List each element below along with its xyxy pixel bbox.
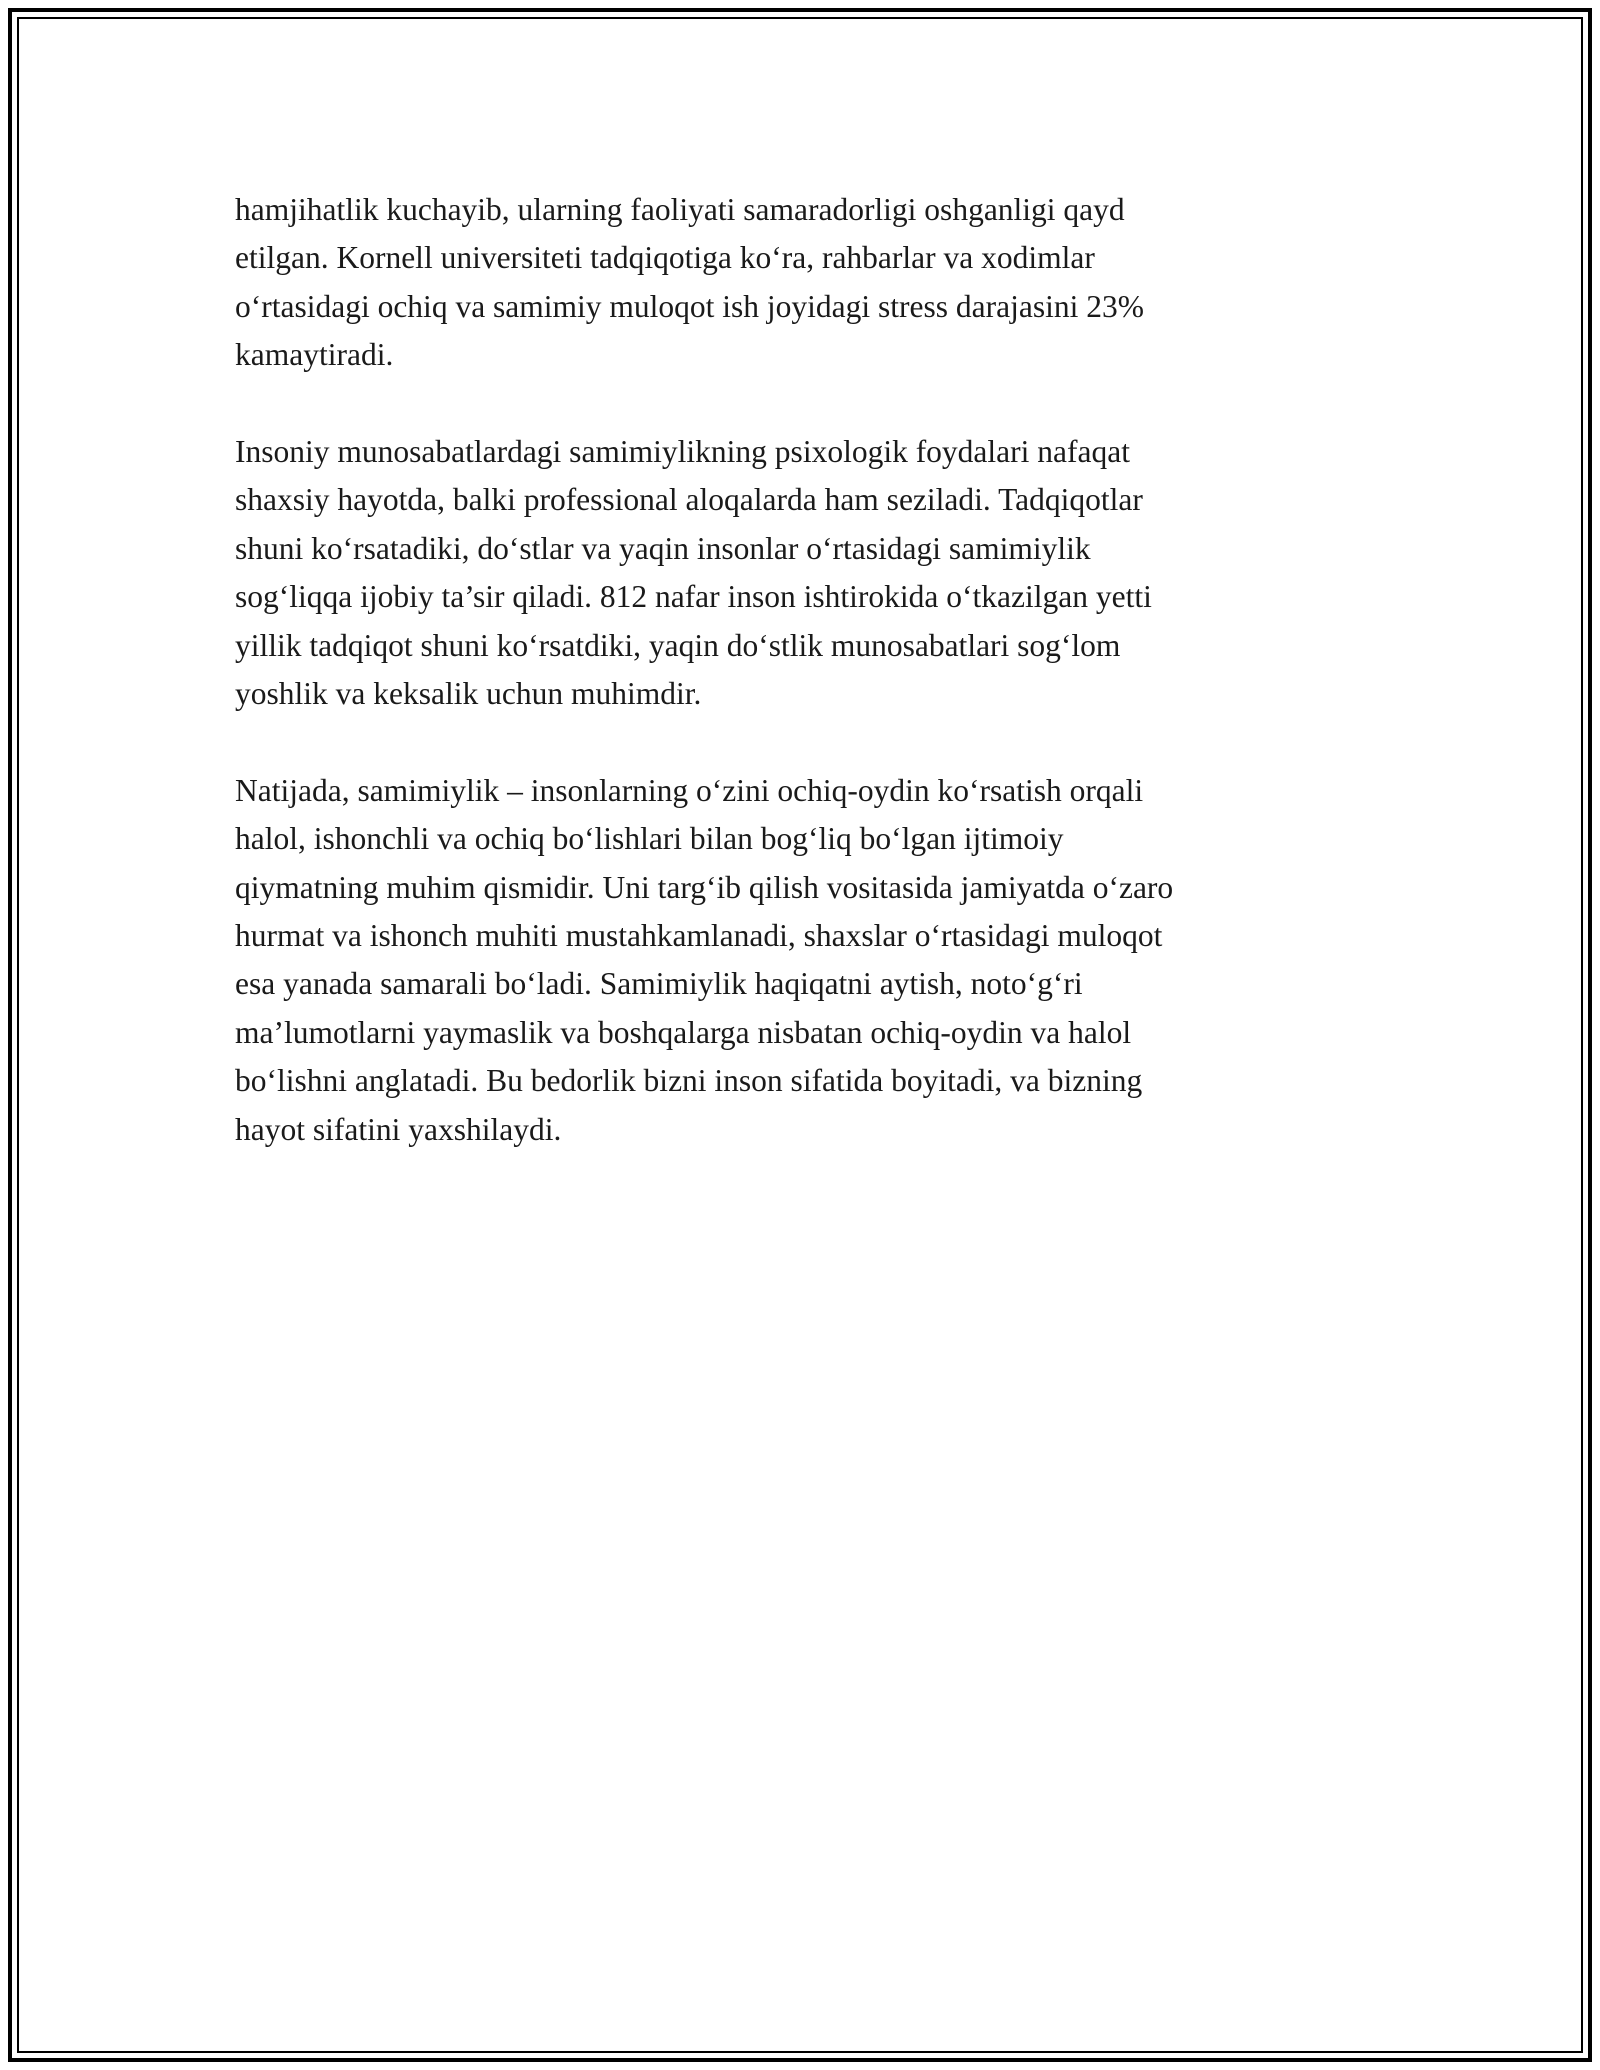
paragraph-1: hamjihatlik kuchayib, ularning faoliyati samaradorligi oshganligi qayd etilgan. Kornell universiteti tadqiqotiga ko‘ra, rahbarlar va xodimlar o‘rtasidagi ochiq va samimiy muloqot ish joyidagi stress darajasini 23% kamaytiradi. [235, 192, 1144, 373]
document-body [235, 186, 1355, 1202]
paragraph-2: Insoniy munosabatlardagi samimiylikning psixologik foydalari nafaqat shaxsiy hayotda, balki professional aloqalarda ham seziladi. Tadqiqotlar shuni ko‘rsatadiki, do‘stlar va yaqin insonlar o‘rtasidagi samimiylik sog‘liqqa ijobiy ta’sir qiladi. 812 nafar inson ishtirokida o‘tkazilgan yetti yillik tadqiqot shuni ko‘rsatdiki, yaqin do‘stlik munosabatlari sog‘lom yoshlik va keksalik uchun muhimdir. [235, 434, 1152, 712]
paragraph-3: Natijada, samimiylik – insonlarning o‘zini ochiq-oydin ko‘rsatish orqali halol, ishonchli va ochiq bo‘lishlari bilan bog‘liq bo‘lgan ijtimoiy qiymatning muhim qismidir. Uni targ‘ib qilish vositasida jamiyatda o‘zaro hurmat va ishonch muhiti mustahkamlanadi, shaxslar o‘rtasidagi muloqot esa yanada samarali bo‘ladi. Samimiylik haqiqatni aytish, noto‘g‘ri ma’lumotlarni yaymaslik va boshqalarga nisbatan ochiq-oydin va halol bo‘lishni anglatadi. Bu bedorlik bizni inson sifatida boyitadi, va bizning hayot sifatini yaxshilaydi. [235, 772, 1174, 1147]
